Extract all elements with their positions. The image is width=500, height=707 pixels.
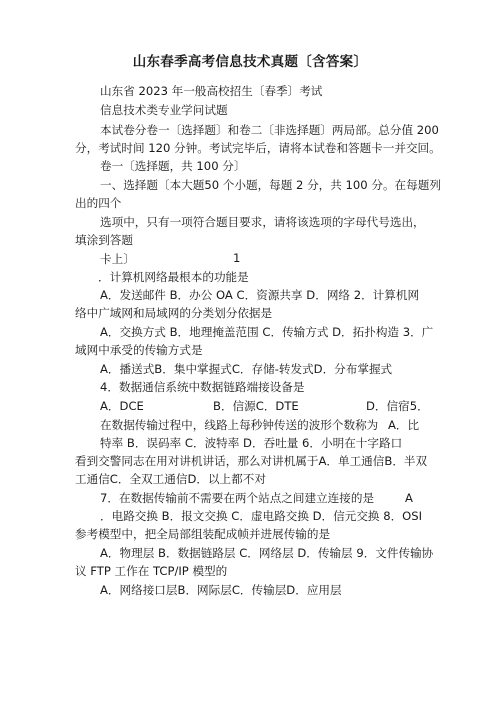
question-line: 议 FTP 工作在 TCP/IP 模型的 xyxy=(75,564,228,578)
section-heading: 卷一〔选择题，共 100 分〕 xyxy=(100,159,246,173)
option-line: D．信宿5． xyxy=(366,399,429,413)
question-line: A．网络接口层B．网际层C．传输层D．应用层 xyxy=(100,583,342,597)
paragraph-line: 出的四个 xyxy=(75,196,122,210)
question-line: 络中广域网和局域网的分类划分依据是 xyxy=(75,306,273,320)
paragraph-line: 选项中，只有一项符合题目要求，请将该选项的字母代号选出， xyxy=(100,215,425,229)
page-number: 1 xyxy=(233,251,241,265)
document-title: 山东春季高考信息技术真题〔含答案〕 xyxy=(132,54,368,70)
paragraph-line: 本试卷分卷一〔选择题〕和卷二〔非选择题〕两局部。总分值 200 xyxy=(100,123,439,137)
question-line: ．计算机网络最根本的功能是 xyxy=(98,270,249,284)
subject-line: 信息技术类专业学问试题 xyxy=(100,103,228,117)
option-line: A．比 xyxy=(388,418,420,432)
paragraph-line: 一、选择题〔本大题50 个小题，每题 2 分，共 100 分。在每题列 xyxy=(100,178,441,192)
question-line: 在数据传输过程中，线路上每秒钟传送的波形个数称为 xyxy=(100,418,379,432)
question-line: 4．数据通信系统中数据链路端接设备是 xyxy=(100,380,305,394)
question-line: 参考模型中，把全局部组装配成帧并进展传输的是 xyxy=(75,527,331,541)
paragraph-line: 卡上〕 xyxy=(100,252,135,266)
question-line: 看到交警同志在用对讲机讲话，那么对讲机属于A．单工通信B．半双 xyxy=(75,454,428,468)
option-line: B．信源C．DTE xyxy=(213,399,299,413)
question-line: A．交换方式 B．地理掩盖范围 C．传输方式 D．拓扑构造 3．广 xyxy=(100,325,434,339)
question-line: A．播送式B．集中掌握式C．存储-转发式D．分布掌握式 xyxy=(100,362,393,376)
question-line: 7．在数据传输前不需要在两个站点之间建立连接的是 xyxy=(100,491,375,505)
exam-name-line: 山东省 2023 年一般高校招生〔春季〕考试 xyxy=(100,84,323,98)
question-line: A．物理层 B．数据链路层 C．网络层 D．传输层 9．文件传输协 xyxy=(100,546,434,560)
option-line: A．DCE xyxy=(100,399,144,413)
question-line: 域网中承受的传输方式是 xyxy=(75,343,203,357)
paragraph-line: 填涂到答题 xyxy=(75,233,133,247)
question-line: ．电路交换 B．报文交换 C．虚电路交换 D．信元交换 8．OSI xyxy=(100,509,423,523)
question-line: 工通信C．全双工通信D．以上都不对 xyxy=(75,472,266,486)
paragraph-line: 分，考试时间 120 分钟。考试完毕后，请将本试卷和答题卡一并交回。 xyxy=(75,141,441,155)
option-line: A xyxy=(405,491,413,505)
question-line: A．发送邮件 B．办公 OA C．资源共享 D．网络 2．计算机网 xyxy=(100,288,420,302)
question-line: 特率 B．误码率 C．波特率 D．吞吐量 6．小明在十字路口 xyxy=(100,436,403,450)
